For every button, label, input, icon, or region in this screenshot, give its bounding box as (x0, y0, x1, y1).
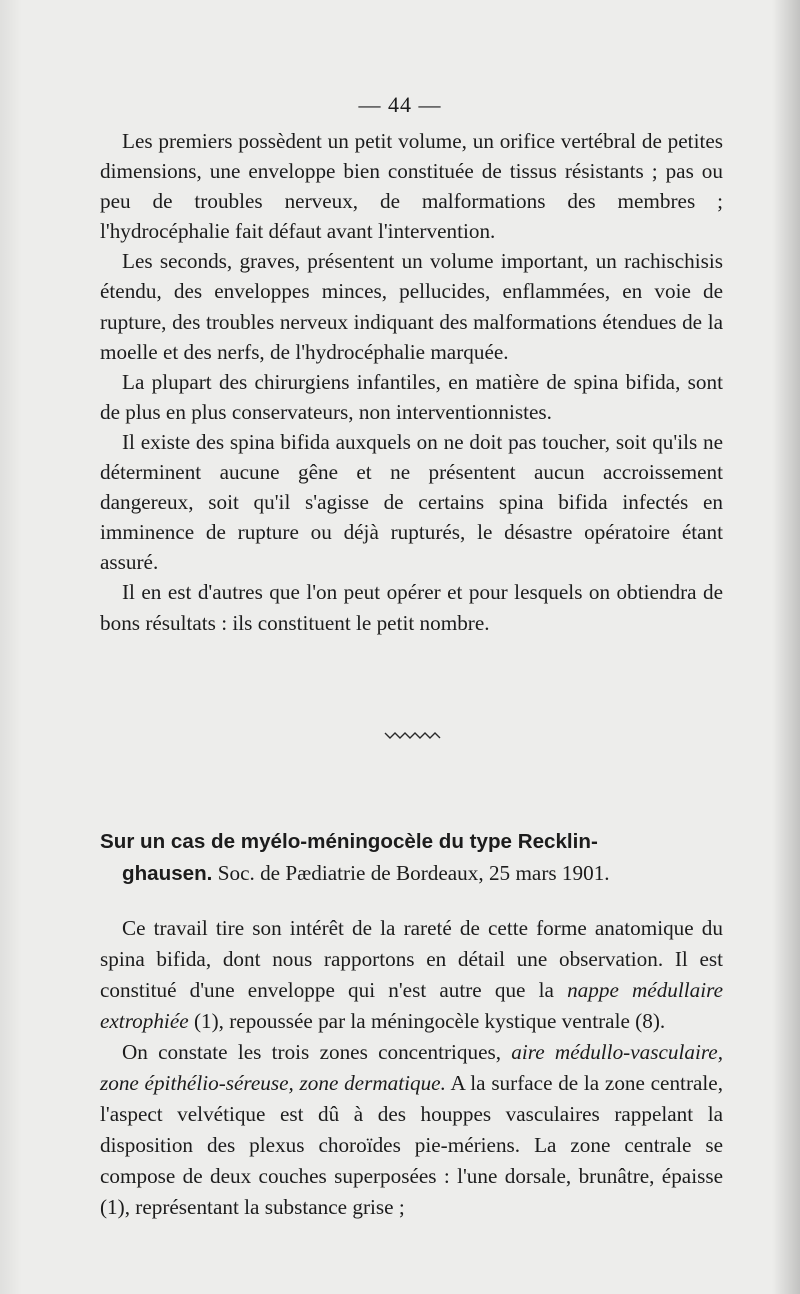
paragraph: On constate les trois zones concentriques, aire médullo-vasculaire, zone épithélio-séreuse, zone dermatique. A la surface de la zone centrale, l'aspect velvétique est dû à des houppes vasculaires rappelant la disposition des plexus choroïdes pie-mériens. La zone centrale se compose de deux couches superposées : l'une dorsale, brunâtre, épaisse (1), représentant la substance grise ; (100, 1040, 723, 1219)
paragraph: Il en est d'autres que l'on peut opérer et pour lesquels on obtiendra de bons résultats : ils constituent le petit nombre. (100, 580, 723, 635)
page-shadow-right (772, 0, 800, 1294)
article-title-line-2 (100, 858, 723, 890)
paragraph: La plupart des chirurgiens infantiles, en matière de spina bifida, sont de plus en plus conservateurs, non interventionnistes. (100, 369, 723, 424)
article-title-continuation: ghausen. (122, 861, 213, 885)
page-shadow-left (0, 0, 22, 1294)
paragraph: Ce travail tire son intérêt de la rareté de cette forme anatomique du spina bifida, dont nous rapportons en détail une observation. Il est constitué d'une enveloppe qui n'est autre que la nappe médullaire extrophiée (1), repoussée par la méningocèle kystique ventrale (8). (100, 916, 724, 1033)
article-title: Sur un cas de myélo-méningocèle du type Recklin- (100, 830, 598, 853)
italic-term: nappe médullaire extrophiée (100, 978, 724, 1033)
page-number: — 44 — (358, 92, 442, 117)
article-title-line-1 (100, 826, 723, 858)
article-heading (100, 826, 723, 889)
separator-ornament (383, 728, 443, 742)
paragraph: Les premiers possèdent un petit volume, un orifice vertébral de petites dimensions, une enveloppe bien constituée de tissus résistants ; pas ou peu de troubles nerveux, de malformations des membres ; l'hydrocéphalie fait défaut avant l'intervention. (100, 129, 723, 244)
intro-text-block (100, 126, 723, 638)
paragraph: Il existe des spina bifida auxquels on ne doit pas toucher, soit qu'ils ne déterminent aucune gêne et ne présentent aucun accroissement dangereux, soit qu'il s'agisse de certains spina bifida infectés en imminence de rupture ou déjà rupturés, le désastre opératoire étant assuré. (100, 429, 723, 575)
article-citation: Soc. de Pædiatrie de Bordeaux, 25 mars 1901. (212, 860, 610, 885)
paragraph: Les seconds, graves, présentent un volume important, un rachischisis étendu, des enveloppes minces, pellucides, enflammées, en voie de rupture, des troubles nerveux indiquant des malformations étendues de la moelle et des nerfs, de l'hydrocéphalie marquée. (100, 249, 723, 364)
article-section (100, 826, 723, 1223)
italic-term: aire médullo-vasculaire, zone épithélio-séreuse, zone dermatique. (100, 1040, 723, 1095)
